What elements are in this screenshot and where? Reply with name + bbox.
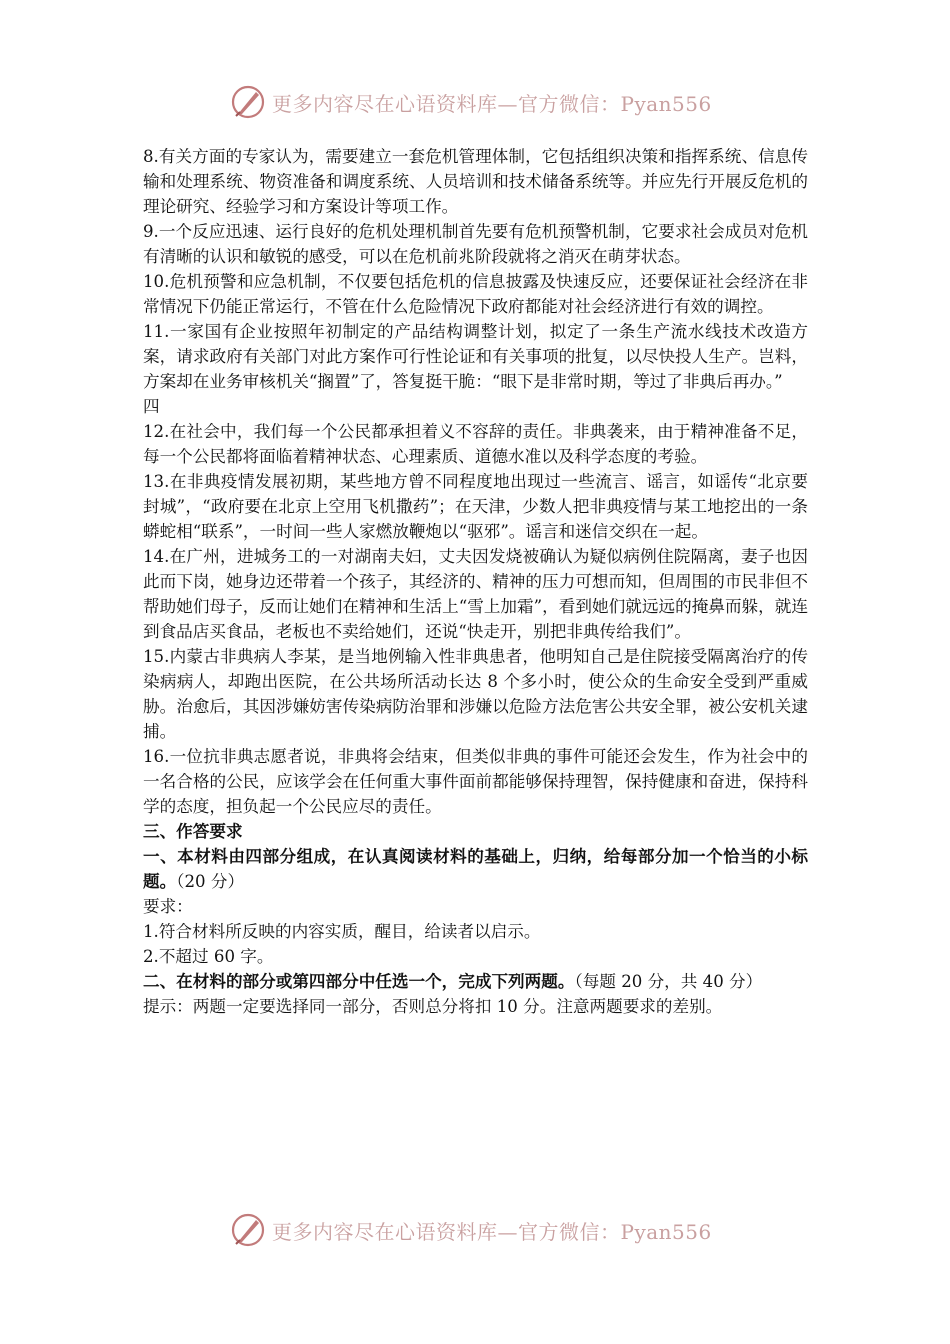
requirement-item: 1.符合材料所反映的内容实质，醒目，给读者以启示。	[143, 922, 541, 941]
paragraph-16: 16.一位抗非典志愿者说，非典将会结束，但类似非典的事件可能还会发生，作为社会中的一名合格的公民，应该学会在任何重大事件面前都能够保持理智，保持健康和奋进，保持科学的态度，担负起一个公民应尽的责任。	[143, 747, 808, 816]
paragraph-9: 9.一个反应迅速、运行良好的危机处理机制首先要有危机预警机制，它要求社会成员对危机有清晰的认识和敏锐的感受，可以在危机前兆阶段就将之消灭在萌芽状态。	[143, 222, 808, 266]
quill-logo-icon	[230, 1212, 266, 1248]
question-one-points: （20 分）	[176, 872, 245, 891]
paragraph-15: 15.内蒙古非典病人李某，是当地例输入性非典患者，他明知自己是住院接受隔离治疗的传染病病人，却跑出医院，在公共场所活动长达 8 个多小时，使公众的生命安全受到严重威胁。治愈后，其因涉嫌妨害传染病防治罪和涉嫌以危险方法危害公共安全罪，被公安机关逮捕。	[143, 647, 808, 741]
header-watermark-text: 更多内容尽在心语资料库—官方微信：Pyan556	[272, 91, 712, 116]
section-three-heading: 三、作答要求	[143, 821, 243, 841]
quill-logo-icon	[230, 84, 266, 120]
paragraph-12: 12.在社会中，我们每一个公民都承担着义不容辞的责任。非典袭来，由于精神准备不足，每一个公民都将面临着精神状态、心理素质、道德水准以及科学态度的考验。	[143, 422, 808, 466]
paragraph-13: 13.在非典疫情发展初期，某些地方曾不同程度地出现过一些流言、谣言，如谣传“北京要封城”，“政府要在北京上空用飞机撒药”；在天津，少数人把非典疫情与某工地挖出的一条蟒蛇相“联系”，一时间一些人家燃放鞭炮以“驱邪”。谣言和迷信交织在一起。	[143, 472, 808, 541]
requirements-label: 要求：	[143, 897, 193, 916]
paragraph-10: 10.危机预警和应急机制，不仅要包括危机的信息披露及快速反应，还要保证社会经济在非常情况下仍能正常运行，不管在什么危险情况下政府都能对社会经济进行有效的调控。	[143, 272, 808, 316]
question-two	[143, 969, 808, 994]
paragraph-14: 14.在广州，进城务工的一对湖南夫妇，丈夫因发烧被确认为疑似病例住院隔离，妻子也因此而下岗，她身边还带着一个孩子，其经济的、精神的压力可想而知，但周围的市民非但不帮助她们母子，反而让她们在精神和生活上“雪上加霜”，看到她们就远远的掩鼻而躲，就连到食品店买食品，老板也不卖给她们，还说“快走开，别把非典传给我们”。	[143, 547, 808, 641]
section-four-label: 四	[143, 397, 160, 416]
requirement-item: 2.不超过 60 字。	[143, 947, 274, 966]
footer-watermark-text: 更多内容尽在心语资料库—官方微信：Pyan556	[272, 1219, 712, 1244]
question-one-text: 一、本材料由四部分组成，在认真阅读材料的基础上，归纳，给每部分加一个恰当的小标题。	[143, 846, 808, 891]
hint-text: 提示：两题一定要选择同一部分，否则总分将扣 10 分。注意两题要求的差别。	[143, 997, 723, 1016]
question-one	[143, 844, 808, 894]
paragraph-8: 8.有关方面的专家认为，需要建立一套危机管理体制，它包括组织决策和指挥系统、信息传输和处理系统、物资准备和调度系统、人员培训和技术储备系统等。并应先行开展反危机的理论研究、经验学习和方案设计等项工作。	[143, 147, 808, 216]
footer-watermark	[230, 1210, 720, 1250]
header-watermark	[230, 82, 720, 122]
document-body	[143, 144, 808, 1019]
question-two-points: （每题 20 分，共 40 分）	[574, 972, 763, 991]
paragraph-11: 11.一家国有企业按照年初制定的产品结构调整计划，拟定了一条生产流水线技术改造方案，请求政府有关部门对此方案作可行性论证和有关事项的批复，以尽快投人生产。岂料，方案却在业务审核机关“搁置”了，答复挺干脆：“眼下是非常时期，等过了非典后再办。”	[143, 322, 808, 391]
question-two-text: 二、在材料的部分或第四部分中任选一个，完成下列两题。	[143, 971, 575, 991]
